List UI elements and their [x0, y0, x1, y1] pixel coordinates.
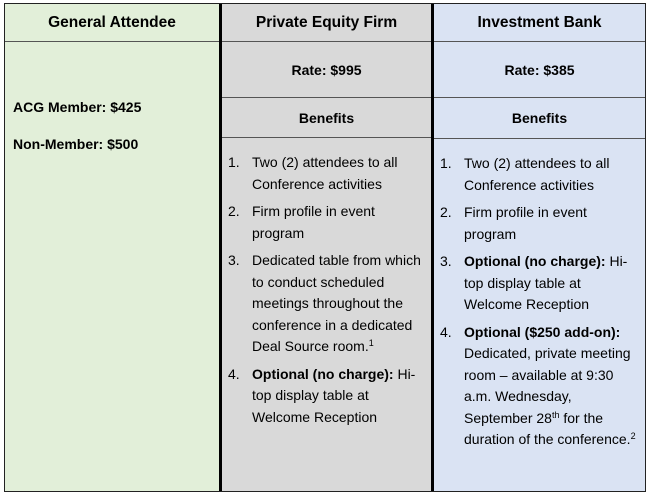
item-number: 2. [228, 203, 240, 219]
list-item [228, 250, 425, 358]
list-item [440, 322, 639, 451]
item-text [464, 202, 639, 245]
item-body: Dedicated, private meeting room – available at 9:30 a.m. Wednesday, September 28 [464, 345, 631, 426]
item-bold-lead: Optional (no charge): [252, 365, 394, 382]
investment-bank-benefits-list [434, 139, 645, 451]
item-number: 1. [440, 155, 452, 171]
item-body: Hi-top display table at Welcome Reception [464, 253, 628, 312]
item-text [252, 201, 425, 244]
item-body: Firm profile in event program [252, 203, 375, 241]
general-attendee-rates [5, 42, 219, 172]
item-body: Hi-top display table at Welcome Reception [252, 365, 416, 425]
item-number: 4. [440, 323, 452, 340]
item-text [252, 152, 425, 195]
item-number: 4. [228, 365, 240, 382]
footnote-marker: 1 [368, 338, 374, 348]
item-text [464, 251, 639, 316]
item-bold-lead: Optional (no charge): [464, 253, 606, 269]
non-member-rate: Non-Member: $500 [13, 136, 139, 152]
pricing-table [4, 3, 646, 492]
list-item [440, 202, 639, 245]
list-item [228, 364, 425, 429]
private-equity-benefits-list [222, 138, 431, 428]
item-text [464, 153, 639, 196]
acg-member-rate: ACG Member: $425 [13, 99, 142, 115]
item-text [464, 322, 639, 451]
item-body: Firm profile in event program [464, 204, 587, 242]
item-number: 2. [440, 204, 452, 220]
item-body: Two (2) attendees to all Conference activities [252, 154, 398, 192]
private-equity-header: Private Equity Firm [222, 4, 431, 42]
item-number: 3. [228, 252, 240, 268]
list-item [228, 152, 425, 195]
item-body: Dedicated table from which to conduct scheduled meetings throughout the conference in a dedicated Deal Source room. [252, 252, 421, 354]
private-equity-benefits-header: Benefits [222, 98, 431, 138]
private-equity-rate: Rate: $995 [222, 42, 431, 98]
item-number: 1. [228, 154, 240, 170]
general-attendee-header: General Attendee [5, 4, 219, 42]
item-body-continued: for the duration of the conference. [464, 409, 631, 447]
footnote-marker: 2 [630, 431, 636, 441]
investment-bank-benefits-header: Benefits [434, 98, 645, 139]
item-body: Two (2) attendees to all Conference activities [464, 155, 610, 193]
item-number: 3. [440, 253, 452, 269]
item-text [252, 250, 425, 358]
item-bold-lead: Optional ($250 add-on): [464, 323, 621, 340]
list-item [440, 153, 639, 196]
general-attendee-column [5, 4, 219, 491]
list-item [440, 251, 639, 316]
investment-bank-header: Investment Bank [434, 4, 645, 42]
investment-bank-rate: Rate: $385 [434, 42, 645, 98]
list-item [228, 201, 425, 244]
ordinal-suffix: th [551, 409, 560, 420]
investment-bank-column [431, 4, 645, 491]
item-text [252, 364, 425, 429]
private-equity-column [219, 4, 431, 491]
